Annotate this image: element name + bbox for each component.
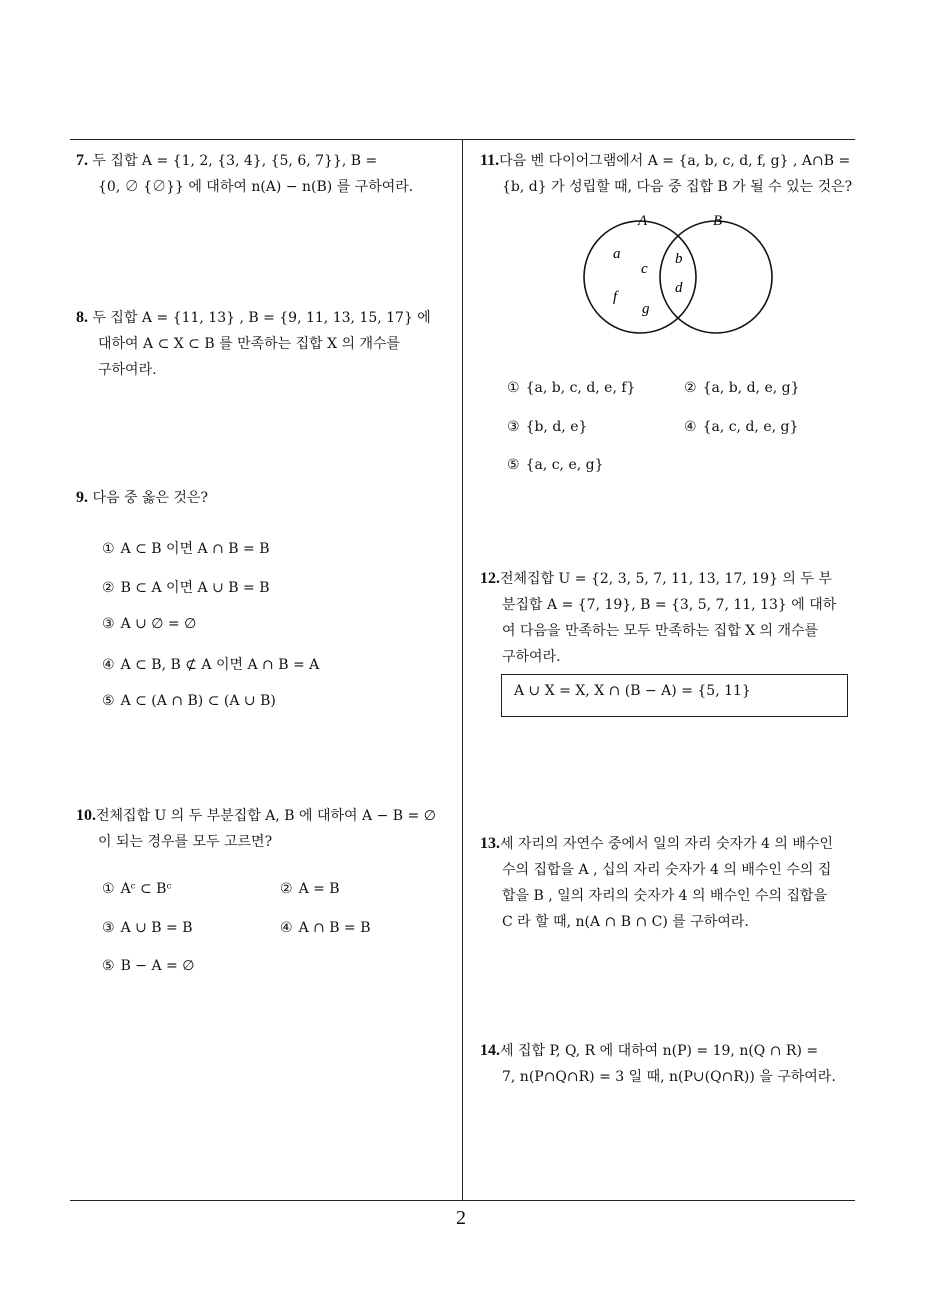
question-text: 구하여라. — [502, 649, 561, 665]
venn-element: d — [675, 280, 683, 296]
question-text: {0, ∅ {∅}} 에 대하여 n(A) − n(B) 를 구하여라. — [98, 179, 414, 195]
answer-choice[interactable]: ② B ⊂ A 이면 A ∪ B = B — [102, 580, 270, 596]
question-number: 8. — [76, 309, 88, 326]
question-text: 이 되는 경우를 모두 고르면? — [98, 834, 273, 850]
question-14 — [480, 1038, 860, 1090]
venn-element: a — [613, 246, 621, 262]
question-text: 대하여 A ⊂ X ⊂ B 를 만족하는 집합 X 의 개수를 — [98, 336, 401, 352]
question-9 — [76, 485, 456, 511]
condition-box: A ∪ X = X, X ∩ (B − A) = {5, 11} — [501, 674, 848, 717]
question-text: 두 집합 A = {11, 13} , B = {9, 11, 13, 15, 17} 에 — [92, 310, 431, 326]
set-a-label: A — [638, 213, 648, 229]
question-number: 7. — [76, 152, 88, 169]
venn-element: b — [675, 251, 683, 267]
question-11 — [480, 148, 860, 200]
question-12 — [480, 566, 860, 670]
answer-choice[interactable]: ③ A ∪ B = B — [102, 920, 193, 936]
set-b-label: B — [713, 213, 723, 229]
answer-choice[interactable]: ⑤ A ⊂ (A ∩ B) ⊂ (A ∪ B) — [102, 693, 276, 709]
answer-choice[interactable]: ① {a, b, c, d, e, f} — [507, 380, 636, 396]
question-text: 전체집합 U = {2, 3, 5, 7, 11, 13, 17, 19} 의 두 부 — [500, 571, 832, 587]
answer-choice[interactable]: ⑤ {a, c, e, g} — [507, 457, 604, 473]
question-7 — [76, 148, 456, 200]
venn-diagram — [580, 205, 780, 335]
question-text: 합을 B , 일의 자리의 숫자가 4 의 배수인 수의 집합을 — [502, 888, 828, 904]
question-number: 14. — [480, 1042, 500, 1059]
question-text: 세 자리의 자연수 중에서 일의 자리 숫자가 4 의 배수인 — [500, 836, 833, 852]
venn-element: c — [641, 261, 648, 277]
question-10 — [76, 803, 456, 855]
venn-element: f — [613, 289, 618, 305]
answer-choice[interactable]: ② {a, b, d, e, g} — [684, 380, 800, 396]
question-text: 수의 집합을 A , 십의 자리 숫자가 4 의 배수인 수의 집 — [502, 862, 832, 878]
question-text: 두 집합 A = {1, 2, {3, 4}, {5, 6, 7}}, B = — [92, 153, 378, 169]
question-text: 세 집합 P, Q, R 에 대하여 n(P) = 19, n(Q ∩ R) = — [500, 1043, 819, 1059]
question-text: 전체집합 U 의 두 부분집합 A, B 에 대하여 A − B = ∅ — [96, 808, 436, 824]
set-a-circle — [584, 221, 696, 333]
set-b-circle — [660, 221, 772, 333]
question-13 — [480, 831, 860, 935]
answer-choice[interactable]: ② A = B — [280, 881, 340, 897]
page-number: 2 — [456, 1207, 466, 1229]
question-text: 다음 중 옳은 것은? — [92, 490, 208, 506]
answer-choice[interactable]: ④ A ⊂ B, B ⊄ A 이면 A ∩ B = A — [102, 657, 320, 673]
question-text: 여 다음을 만족하는 모두 만족하는 집합 X 의 개수를 — [502, 623, 819, 639]
answer-choice[interactable]: ① A ⊂ B 이면 A ∩ B = B — [102, 541, 270, 557]
answer-choice[interactable]: ① Aᶜ ⊂ Bᶜ — [102, 881, 172, 897]
question-text: C 라 할 때, n(A ∩ B ∩ C) 를 구하여라. — [502, 914, 749, 930]
question-number: 11. — [480, 152, 500, 169]
question-text: 다음 벤 다이어그램에서 A = {a, b, c, d, f, g} , A∩B = — [499, 153, 851, 169]
question-text: 분집합 A = {7, 19}, B = {3, 5, 7, 11, 13} 에 대하 — [502, 597, 837, 613]
answer-choice[interactable]: ③ {b, d, e} — [507, 419, 588, 435]
question-text: 7, n(P∩Q∩R) = 3 일 때, n(P∪(Q∩R)) 을 구하여라. — [502, 1069, 836, 1085]
question-number: 10. — [76, 807, 96, 824]
answer-choice[interactable]: ④ {a, c, d, e, g} — [684, 419, 799, 435]
bottom-rule — [70, 1200, 855, 1201]
question-number: 12. — [480, 570, 500, 587]
venn-element: g — [642, 301, 650, 317]
question-number: 9. — [76, 489, 88, 506]
question-8 — [76, 305, 456, 383]
question-text: {b, d} 가 성립할 때, 다음 중 집합 B 가 될 수 있는 것은? — [502, 179, 853, 195]
question-number: 13. — [480, 835, 500, 852]
answer-choice[interactable]: ③ A ∪ ∅ = ∅ — [102, 616, 197, 632]
answer-choice[interactable]: ④ A ∩ B = B — [280, 920, 371, 936]
answer-choice[interactable]: ⑤ B − A = ∅ — [102, 958, 195, 974]
column-divider — [462, 139, 463, 1201]
question-text: 구하여라. — [98, 362, 157, 378]
